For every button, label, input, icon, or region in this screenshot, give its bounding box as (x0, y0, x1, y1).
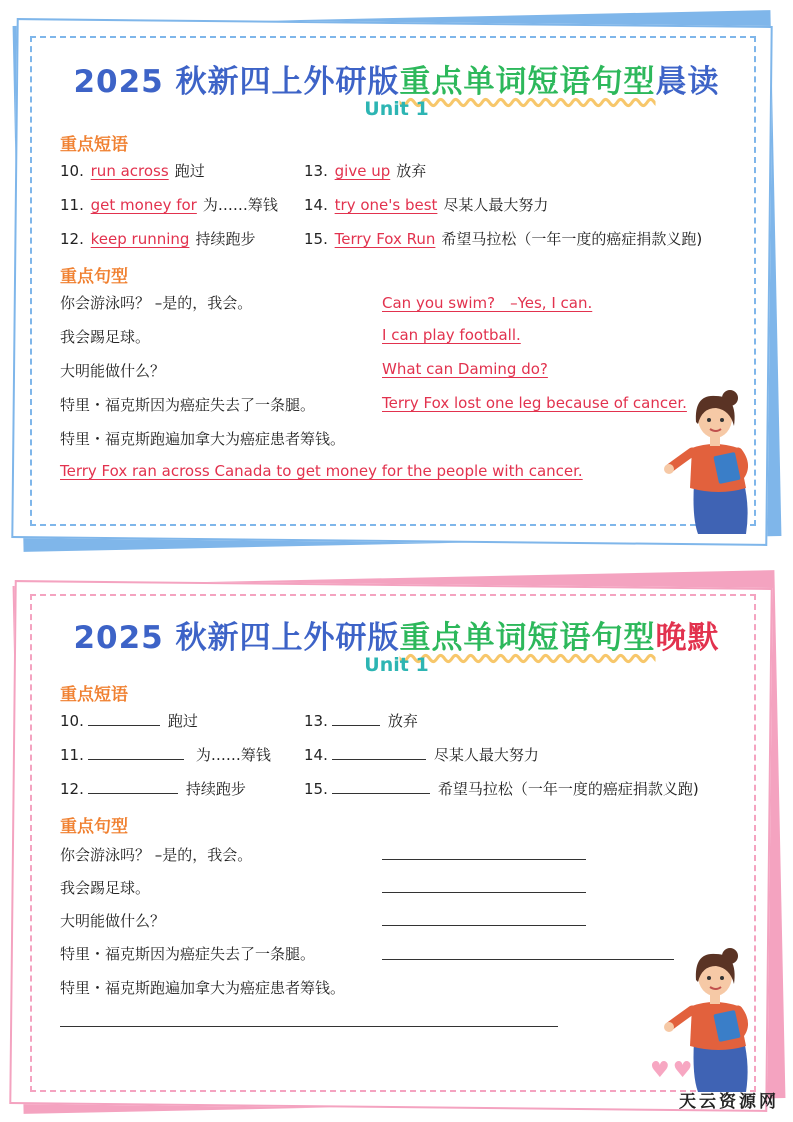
phrase-blank-row: 14. 尽某人最大努力 (304, 746, 539, 764)
sentence-cn: 特里・福克斯因为癌症失去了一条腿。 (60, 396, 316, 414)
answer-blank[interactable] (88, 711, 160, 726)
answer-line[interactable] (382, 858, 586, 860)
sentence-en: What can Daming do? (382, 360, 548, 378)
answer-blank[interactable] (332, 779, 430, 794)
sentence-cn: 特里・福克斯因为癌症失去了一条腿。 (60, 945, 316, 963)
sentence-cn: 特里・福克斯跑遍加拿大为癌症患者筹钱。 (60, 430, 346, 448)
answer-line[interactable] (60, 1025, 558, 1027)
sentence-cn: 你会游泳吗？ –是的，我会。 (60, 846, 253, 864)
phrase-row: 14. try one's best 尽某人最大努力 (304, 196, 549, 214)
evening-title (0, 612, 793, 657)
phrase-row: 10. run across 跑过 (60, 162, 205, 180)
teacher-illustration (664, 388, 764, 536)
sentence-cn: 特里・福克斯跑遍加拿大为癌症患者筹钱。 (60, 979, 346, 997)
sentence-cn: 你会游泳吗？ –是的，我会。 (60, 294, 253, 312)
phrase-row: 12. keep running 持续跑步 (60, 230, 256, 248)
sentence-cn: 大明能做什么？ (60, 912, 166, 930)
phrase-blank-row: 12. 持续跑步 (60, 780, 246, 798)
title-part-topic: 重点单词短语句型 (399, 620, 656, 656)
phrase-blank-row: 13. 放弃 (304, 712, 418, 730)
phrase-blank-row: 15. 希望马拉松（一年一度的癌症捐款义跑) (304, 780, 699, 798)
answer-line[interactable] (382, 891, 586, 893)
title-part-mode: 晨读 (655, 64, 720, 100)
answer-blank[interactable] (88, 745, 184, 760)
answer-line[interactable] (382, 958, 674, 960)
title-part-grade: 2025 秋新四上外研版 (73, 620, 400, 656)
phrase-row: 11. get money for 为……筹钱 (60, 196, 278, 214)
sentence-cn: 大明能做什么？ (60, 362, 166, 380)
sentence-en: Can you swim? –Yes, I can. (382, 294, 593, 312)
answer-line[interactable] (382, 924, 586, 926)
phrase-blank-row: 11. 为……筹钱 (60, 746, 271, 764)
sentence-en: Terry Fox ran across Canada to get money for the people with cancer. (60, 462, 583, 480)
morning-phrases-heading: 重点短语 (60, 135, 128, 155)
evening-unit-label: Unit 1 (364, 654, 429, 676)
phrase-row: 13. give up 放弃 (304, 162, 427, 180)
sentence-cn: 我会踢足球。 (60, 879, 151, 897)
morning-title (0, 56, 793, 101)
sentence-en: I can play football. (382, 326, 521, 344)
hearts-decoration-icon: ♥ ♥ (650, 1058, 691, 1083)
answer-blank[interactable] (332, 711, 380, 726)
title-part-grade: 2025 秋新四上外研版 (73, 64, 400, 100)
evening-phrases-heading: 重点短语 (60, 685, 128, 705)
sentence-cn: 我会踢足球。 (60, 328, 151, 346)
phrase-row: 15. Terry Fox Run 希望马拉松（一年一度的癌症捐款义跑) (304, 230, 703, 248)
answer-blank[interactable] (332, 745, 426, 760)
sentence-en: Terry Fox lost one leg because of cancer. (382, 394, 687, 412)
title-part-mode: 晚默 (655, 620, 720, 656)
evening-sentences-heading: 重点句型 (60, 817, 128, 837)
answer-blank[interactable] (88, 779, 178, 794)
phrase-blank-row: 10. 跑过 (60, 712, 198, 730)
morning-sentences-heading: 重点句型 (60, 267, 128, 287)
watermark-text: 天云资源网 (679, 1092, 779, 1112)
morning-unit-label: Unit 1 (364, 98, 429, 120)
title-part-topic: 重点单词短语句型 (399, 64, 656, 100)
